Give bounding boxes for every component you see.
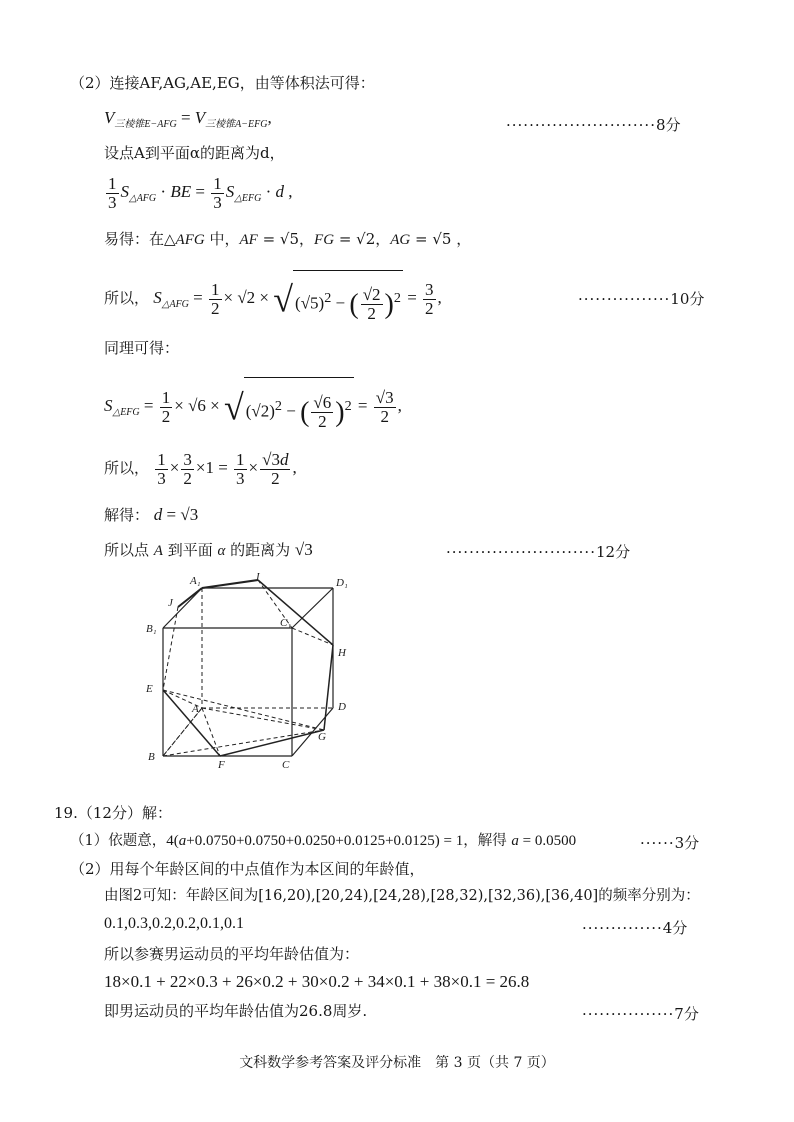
volume-equation: $V_{三棱锥E-AFG} = V_{三棱锥A-EFG}$, — [104, 108, 272, 130]
label-B1: B₁ — [146, 623, 157, 635]
score-12: ··························12分 — [446, 543, 631, 561]
cube-figure — [140, 570, 370, 770]
triangle-afg-sides: 易得：在△AFG 中，AF = √5，FG = √2，AG = √5 ， — [104, 230, 472, 248]
distance-equation: 所以， $\frac{1}{3}$ × $\frac{3}{2}$ ×1 = $\frac{1}{3}$ × $\frac{√3d}{2}$ , — [104, 449, 297, 488]
conclusion: 所以点 A 到平面 α 的距离为 √3 — [104, 540, 313, 559]
similarly-label: 同理可得： — [104, 339, 180, 357]
label-H: H — [338, 647, 346, 659]
label-C: C — [282, 759, 290, 770]
q19-part2: （2）用每个年龄区间的中点值作为本区间的年龄值， — [70, 860, 425, 878]
q19-header: 19.（12分）解： — [54, 804, 172, 822]
q19-frequencies: 0.1,0.3,0.2,0.2,0.1,0.1 — [104, 915, 244, 932]
label-D1: D₁ — [336, 577, 348, 589]
q19-final-answer: 即男运动员的平均年龄估值为26.8周岁. — [104, 1002, 368, 1020]
q19-average-calc: 18×0.1 + 22×0.3 + 26×0.2 + 30×0.2 + 34×0.1 + 38×0.1 = 26.8 — [104, 972, 530, 991]
page-footer: 文科数学参考答案及评分标准 第 3 页（共 7 页） — [239, 1055, 555, 1071]
volume-area-equation: $\frac{1}{3}$ $S_{\triangle AFG}$ · BE = $\frac{1}{3}$ $S_{\triangle EFG} \cdot d$ , — [108, 173, 293, 212]
label-A1: A₁ — [190, 575, 201, 587]
q19-part1: （1）依题意，4(a+0.0750+0.0750+0.0250+0.0125+0.0125) = 1，解得 a = 0.0500 — [70, 833, 577, 849]
area-afg-equation: 所以， $S_{\triangle AFG}$ = $\frac{1}{2}$ × √2 × √ $(√5)^2$ − ( $\frac{√2}{2}$ )$^2$ = $\frac{3}{2}$ , — [104, 270, 442, 330]
solve-d: 解得： d = √3 — [104, 505, 199, 524]
score-3: ······3分 — [640, 834, 700, 852]
score-8: ··························8分 — [506, 116, 681, 134]
area-efg-equation: $S_{\triangle EFG}$ = $\frac{1}{2}$ × √6 × √ $(√2)^2$ − ( $\frac{√6}{2}$ )$^2$ = $\frac{√3}{2}$ , — [104, 377, 402, 439]
label-J: J — [168, 597, 173, 609]
label-C1: C₁ — [280, 617, 292, 629]
label-E: E — [146, 683, 153, 695]
score-10: ················10分 — [578, 290, 705, 308]
q19-average-intro: 所以参赛男运动员的平均年龄估值为： — [104, 945, 360, 963]
set-distance-d: 设点A到平面α的距离为d， — [104, 144, 285, 162]
q19-figure2-intervals: 由图2可知：年龄区间为[16,20),[20,24),[24,28),[28,32),[32,36),[36,40]的频率分别为： — [104, 888, 700, 904]
label-F: F — [218, 759, 225, 770]
score-4: ··············4分 — [582, 919, 688, 937]
label-D: D — [338, 701, 346, 713]
label-I: I — [256, 571, 260, 583]
score-7: ················7分 — [582, 1005, 699, 1023]
label-A: A — [192, 703, 199, 715]
part2-header: （2）连接AF,AG,AE,EG，由等体积法可得： — [70, 74, 375, 92]
label-B: B — [148, 751, 155, 763]
label-G: G — [318, 731, 326, 743]
